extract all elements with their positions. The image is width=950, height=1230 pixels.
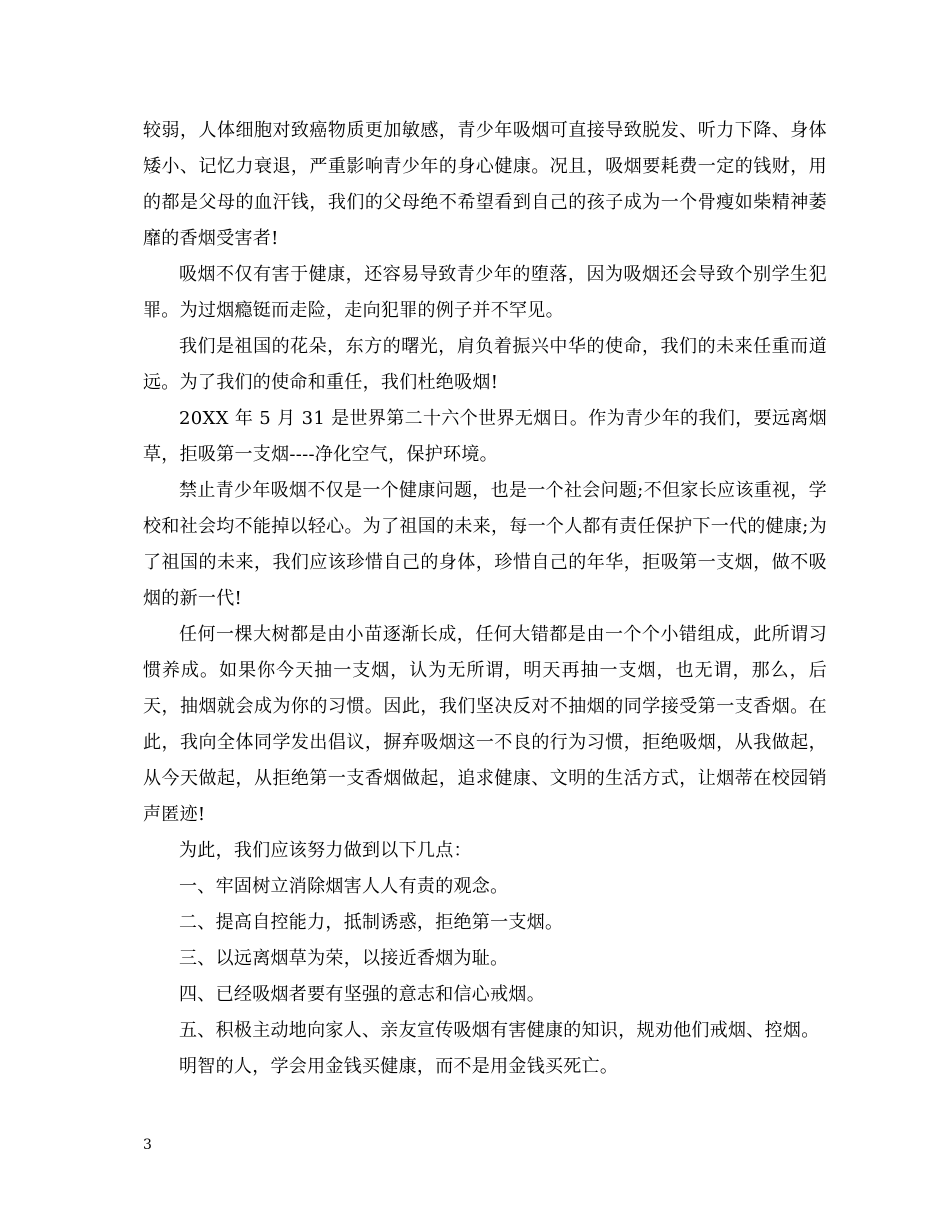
paragraph: 我们是祖国的花朵，东方的曙光，肩负着振兴中华的使命，我们的未来任重而道远。为了我们的使命和重任，我们杜绝吸烟! <box>143 336 827 393</box>
paragraph: 任何一棵大树都是由小苗逐渐长成，任何大错都是由一个个小错组成，此所谓习惯养成。如果你今天抽一支烟，认为无所谓，明天再抽一支烟，也无谓，那么，后天，抽烟就会成为你的习惯。因此，我们坚决反对不抽烟的同学接受第一支香烟。在此，我向全体同学发出倡议，摒弃吸烟这一不良的行为习惯，拒绝吸烟，从我做起，从今天做起，从拒绝第一支香烟做起，追求健康、文明的生活方式，让烟蒂在校园销声匿迹! <box>143 624 827 825</box>
list-item: 五、积极主动地向家人、亲友宣传吸烟有害健康的知识，规劝他们戒烟、控烟。 <box>179 1020 820 1041</box>
list-item: 三、以远离烟草为荣，以接近香烟为耻。 <box>179 948 509 969</box>
paragraph-list-intro: 为此，我们应该努力做到以下几点： <box>179 840 472 861</box>
paragraph-continuation: 较弱，人体细胞对致癌物质更加敏感，青少年吸烟可直接导致脱发、听力下降、身体矮小、记忆力衰退，严重影响青少年的身心健康。况且，吸烟要耗费一定的钱财，用的都是父母的血汗钱，我们的父母绝不希望看到自己的孩子成为一个骨瘦如柴精神萎靡的香烟受害者! <box>143 120 827 249</box>
list-item: 一、牢固树立消除烟害人人有责的观念。 <box>179 876 509 897</box>
list-item: 二、提高自控能力，抵制诱惑，拒绝第一支烟。 <box>179 912 564 933</box>
paragraph: 20XX 年 5 月 31 是世界第二十六个世界无烟日。作为青少年的我们，要远离烟草，拒吸第一支烟----净化空气，保护环境。 <box>143 408 827 465</box>
paragraph-closing: 明智的人，学会用金钱买健康，而不是用金钱买死亡。 <box>179 1056 619 1077</box>
paragraph: 禁止青少年吸烟不仅是一个健康问题，也是一个社会问题;不但家长应该重视，学校和社会均不能掉以轻心。为了祖国的未来，每一个人都有责任保护下一代的健康;为了祖国的未来，我们应该珍惜自己的身体，珍惜自己的年华，拒吸第一支烟，做不吸烟的新一代! <box>143 480 827 609</box>
paragraph: 吸烟不仅有害于健康，还容易导致青少年的堕落，因为吸烟还会导致个别学生犯罪。为过烟瘾铤而走险，走向犯罪的例子并不罕见。 <box>143 264 827 321</box>
list-item: 四、已经吸烟者要有坚强的意志和信心戒烟。 <box>179 984 545 1005</box>
document-body <box>143 113 827 1085</box>
page-number: 3 <box>143 1137 152 1153</box>
